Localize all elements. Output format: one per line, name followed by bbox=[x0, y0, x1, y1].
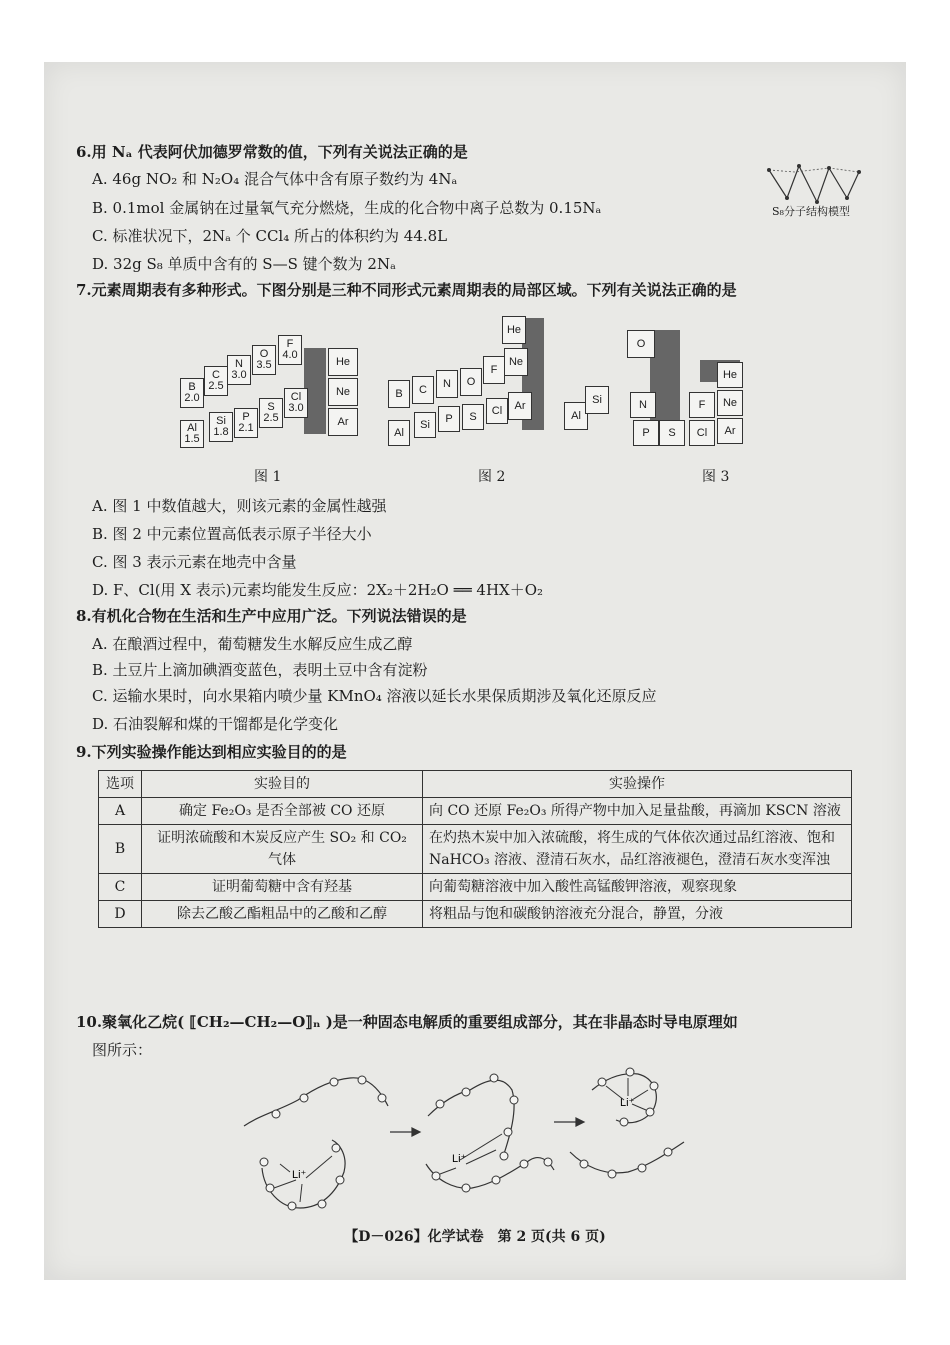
q7-option-b: B. 图 2 中元素位置高低表示原子半径大小 bbox=[92, 525, 372, 543]
fig1-cell-n: N 3.0 bbox=[227, 355, 251, 385]
row-operation: 在灼热木炭中加入浓硫酸，将生成的气体依次通过品红溶液、饱和 NaHCO₃ 溶液、澄清石灰水，品红溶液褪色，澄清石灰水变浑浊 bbox=[423, 825, 852, 874]
fig2-cell-o: O bbox=[460, 368, 482, 396]
q7-stem: 7.元素周期表有多种形式。下图分别是三种不同形式元素周期表的局部区域。下列有关说法正确的是 bbox=[76, 281, 737, 299]
li-ion-label-3: Li⁺ bbox=[620, 1097, 635, 1109]
q6-stem: 6.用 Nₐ 代表阿伏加德罗常数的值，下列有关说法正确的是 bbox=[76, 143, 468, 161]
fig3-cell-ar: Ar bbox=[717, 418, 743, 444]
fig1-cell-f: F 4.0 bbox=[278, 335, 302, 365]
fig1-cell-he: He bbox=[328, 348, 358, 376]
li-ion-label-2: Li⁺ bbox=[452, 1153, 467, 1165]
fig3-cell-al: Al bbox=[564, 402, 588, 430]
fig3-cell-p: P bbox=[633, 420, 659, 446]
q7-option-d: D. F、Cl(用 X 表示)元素均能发生反应：2X₂＋2H₂O ══ 4HX＋O₂ bbox=[92, 581, 544, 599]
fig3-cell-s: S bbox=[659, 420, 685, 446]
page-footer: 【D－026】化学试卷 第 2 页(共 6 页) bbox=[344, 1229, 606, 1245]
row-aim: 确定 Fe₂O₃ 是否全部被 CO 还原 bbox=[142, 798, 423, 825]
q6-option-d: D. 32g S₈ 单质中含有的 S—S 键个数为 2Nₐ bbox=[92, 255, 396, 273]
header-aim: 实验目的 bbox=[142, 771, 423, 798]
fig1-cell-c: C 2.5 bbox=[204, 366, 228, 396]
fig2-cell-s: S bbox=[462, 404, 484, 430]
fig3-cell-cl: Cl bbox=[689, 420, 715, 446]
q6-option-b: B. 0.1mol 金属钠在过量氧气充分燃烧，生成的化合物中离子总数为 0.15Nₐ bbox=[92, 199, 602, 217]
fig1-cell-ne: Ne bbox=[328, 378, 358, 406]
fig3-cell-n: N bbox=[630, 392, 656, 418]
header-operation: 实验操作 bbox=[423, 771, 852, 798]
fig3-caption: 图 3 bbox=[702, 469, 730, 485]
fig2-cell-he: He bbox=[502, 316, 526, 344]
fig2-caption: 图 2 bbox=[478, 469, 506, 485]
fig3-cell-ne: Ne bbox=[717, 390, 743, 416]
q8-option-a: A. 在酿酒过程中，葡萄糖发生水解反应生成乙醇 bbox=[92, 635, 413, 653]
polymer-conduction-diagram bbox=[240, 1060, 700, 1220]
q7-option-c: C. 图 3 表示元素在地壳中含量 bbox=[92, 553, 297, 571]
fig2-cell-al: Al bbox=[388, 420, 410, 446]
fig3-cell-f: F bbox=[689, 392, 715, 418]
row-option: D bbox=[99, 901, 142, 928]
q8-stem: 8.有机化合物在生活和生产中应用广泛。下列说法错误的是 bbox=[76, 607, 467, 625]
row-aim: 除去乙酸乙酯粗品中的乙酸和乙醇 bbox=[142, 901, 423, 928]
fig1-cell-ar: Ar bbox=[328, 408, 358, 436]
fig2-cell-n: N bbox=[436, 370, 458, 398]
row-option: A bbox=[99, 798, 142, 825]
fig2-cell-c: C bbox=[412, 376, 434, 404]
table-header-row bbox=[99, 771, 852, 798]
row-operation: 向葡萄糖溶液中加入酸性高锰酸钾溶液，观察现象 bbox=[423, 874, 852, 901]
fig2-cell-cl: Cl bbox=[486, 398, 508, 424]
table-row bbox=[99, 798, 852, 825]
fig1-cell-al: Al 1.5 bbox=[180, 420, 204, 448]
q10-stem-continued: 图所示： bbox=[92, 1041, 153, 1059]
fig3-cell-he: He bbox=[717, 362, 743, 388]
fig1-cell-p: P 2.1 bbox=[234, 408, 258, 438]
row-option: C bbox=[99, 874, 142, 901]
experiment-table bbox=[98, 770, 852, 928]
q6-option-a: A. 46g NO₂ 和 N₂O₄ 混合气体中含有原子数约为 4Nₐ bbox=[92, 170, 458, 188]
q9-stem: 9.下列实验操作能达到相应实验目的的是 bbox=[76, 743, 347, 761]
row-operation: 向 CO 还原 Fe₂O₃ 所得产物中加入足量盐酸，再滴加 KSCN 溶液 bbox=[423, 798, 852, 825]
fig1-cell-si: Si 1.8 bbox=[209, 412, 233, 442]
table-row bbox=[99, 874, 852, 901]
q6-option-c: C. 标准状况下，2Nₐ 个 CCl₄ 所占的体积约为 44.8L bbox=[92, 227, 448, 245]
fig1-cell-b: B 2.0 bbox=[180, 378, 204, 408]
fig3-cell-si: Si bbox=[585, 386, 609, 414]
li-ion-label-1: Li⁺ bbox=[292, 1169, 307, 1181]
q8-option-b: B. 土豆片上滴加碘酒变蓝色，表明土豆中含有淀粉 bbox=[92, 661, 428, 679]
fig2-cell-f: F bbox=[483, 356, 505, 384]
fig1-cell-s: S 2.5 bbox=[259, 398, 283, 428]
q7-option-a: A. 图 1 中数值越大，则该元素的金属性越强 bbox=[92, 497, 387, 515]
fig2-cell-ar: Ar bbox=[508, 392, 532, 420]
fig3-cell-o: O bbox=[627, 330, 655, 358]
row-aim: 证明葡萄糖中含有羟基 bbox=[142, 874, 423, 901]
fig1-cell-cl: Cl 3.0 bbox=[284, 388, 308, 418]
row-option: B bbox=[99, 825, 142, 874]
q10-stem: 10.聚氧化乙烷( ⟦CH₂—CH₂—O⟧ₙ )是一种固态电解质的重要组成部分，其在非晶态时导电原理如 bbox=[76, 1013, 738, 1031]
s8-model-label: S₈分子结构模型 bbox=[772, 205, 850, 218]
fig1-caption: 图 1 bbox=[254, 469, 282, 485]
table-row bbox=[99, 825, 852, 874]
fig2-cell-si: Si bbox=[414, 412, 436, 438]
table-row bbox=[99, 901, 852, 928]
row-aim: 证明浓硫酸和木炭反应产生 SO₂ 和 CO₂ 气体 bbox=[142, 825, 423, 874]
fig2-cell-b: B bbox=[388, 380, 410, 408]
fig2-cell-p: P bbox=[438, 406, 460, 432]
q8-option-c: C. 运输水果时，向水果箱内喷少量 KMnO₄ 溶液以延长水果保质期涉及氧化还原反应 bbox=[92, 687, 657, 705]
fig2-cell-ne: Ne bbox=[504, 348, 528, 376]
row-operation: 将粗品与饱和碳酸钠溶液充分混合，静置，分液 bbox=[423, 901, 852, 928]
q8-option-d: D. 石油裂解和煤的干馏都是化学变化 bbox=[92, 715, 339, 733]
fig1-cell-o: O 3.5 bbox=[252, 345, 276, 375]
header-option: 选项 bbox=[99, 771, 142, 798]
